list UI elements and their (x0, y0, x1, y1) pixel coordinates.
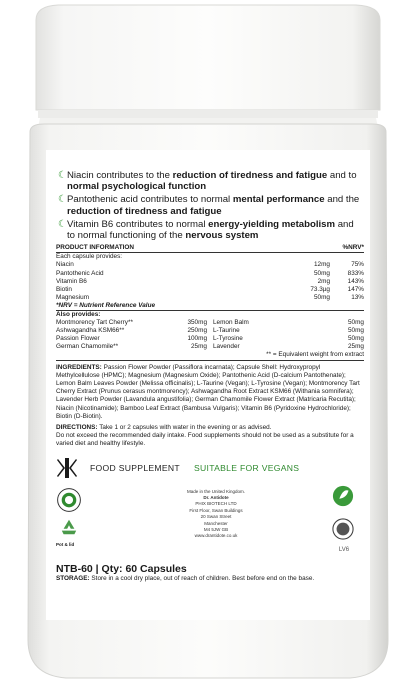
claim-text: and the (324, 194, 360, 206)
warning-text: Do not exceed the recommended daily intake. Food supplements should not be used as a substitute for a varied diet and healthy lifestyle. (56, 432, 354, 448)
nrv-note: *NRV = Nutrient Reference Value (56, 302, 364, 311)
food-supplement-row (56, 457, 364, 479)
table-header (56, 244, 364, 253)
halal-seal-icon (56, 487, 82, 513)
directions (56, 424, 364, 449)
gmp-seal-icon (332, 518, 354, 540)
brand-logo-icon (56, 457, 78, 479)
crescent-icon: ☾ (58, 194, 67, 206)
ingredients-text: Passion Flower Powder (Passiflora incarnata); Capsule Shell: Hydroxypropyl Methylcellulose (HPMC); Magnesium (Magnesium Oxide); Pantothenic Acid (D-calcium Pantothenate); Lemon Balm Leaves Powder (Melissa officinalis); L-Taurine (Vegan); L-Tyrosine (Vegan); Montmorency Tart Cherry Extract (Prunus cerasus montmorency); Ashwagandha Root Extract KSM66 (Withania somnifera); Lavender Herb Powder (Lavandula angustifolia); German Chamomile Flower Extract (Matricaria Recutita); Niacin (Nicotinamide); Bamboo Leaf Extract (Bambusa Vulgaris); Vitamin B6 (Pyridoxine Hydrochloride); Biotin (D-Biotin). (56, 363, 360, 420)
claim-pantothenic (56, 194, 364, 216)
claim-bold: mental performance (232, 194, 325, 206)
claims-list (56, 170, 364, 241)
table-row: Ashwagandha KSM66** 250mg (56, 327, 207, 335)
pot-lid-text: Pot & lid (56, 541, 75, 547)
table-row: L-Tyrosine 50mg (213, 335, 364, 343)
suitable-vegans-text: SUITABLE FOR VEGANS (193, 462, 300, 473)
claim-niacin (56, 170, 364, 192)
recycle-icon (58, 518, 80, 536)
storage-label: STORAGE: (56, 574, 90, 582)
table-row: Pantothenic Acid 50mg 833% (56, 269, 364, 277)
table-title: PRODUCT INFORMATION (56, 244, 134, 252)
crescent-icon: ☾ (58, 218, 67, 230)
claim-bold: normal psychological function (67, 181, 207, 193)
table-row: Passion Flower 100mg (56, 335, 207, 343)
claim-text: Pantothenic acid contributes to normal (67, 194, 233, 206)
halal-badge (56, 487, 88, 547)
table-row: Biotin 73.3µg 147% (56, 285, 364, 293)
also-provides-grid (56, 319, 364, 351)
claim-bold: reduction of tiredness and fatigue (172, 170, 328, 181)
product-code-qty: NTB-60 | Qty: 60 Capsules (56, 562, 187, 575)
table-row: German Chamomile** 25mg (56, 343, 207, 351)
each-capsule-label: Each capsule provides: (56, 253, 123, 261)
table-row: Magnesium 50mg 13% (56, 293, 364, 301)
claim-bold: nervous system (185, 230, 259, 242)
storage-info (56, 575, 364, 583)
ingredients-label: INGREDIENTS: (56, 363, 102, 371)
product-information-table (56, 244, 364, 360)
lv6-code: LV6 (338, 546, 350, 553)
table-row: Lemon Balm 50mg (213, 319, 364, 327)
table-row: Vitamin B6 2mg 143% (56, 277, 364, 285)
table-row: Lavender 25mg (213, 343, 364, 351)
manufacturer-address: Made in the United Kingdom. Dr. Antidote PHIX BIOTECH LTD First Floor, Swan Buildings 20 Swan Street Manchester M4 5JW GB www.drantidote.co.uk (186, 488, 246, 539)
claim-text: Niacin contributes to the (67, 170, 173, 181)
directions-label: DIRECTIONS: (56, 423, 98, 431)
claim-text: and to (327, 170, 357, 181)
vegan-badges (332, 485, 356, 553)
food-supplement-text: FOOD SUPPLEMENT (90, 462, 180, 473)
nrv-header: %NRV* (342, 244, 364, 252)
equivalent-note: ** = Equivalent weight from extract (56, 351, 364, 360)
claim-text: Vitamin B6 contributes to normal (67, 218, 209, 230)
table-row: Montmorency Tart Cherry** 350mg (56, 319, 207, 327)
claim-bold: reduction of tiredness and fatigue (67, 205, 222, 217)
also-provides-label: Also provides: (56, 310, 101, 318)
storage-text: Store in a cool dry place, out of reach of children. Best before end on the base. (89, 574, 315, 582)
product-label (46, 150, 370, 620)
crescent-icon: ☾ (58, 170, 67, 181)
directions-text: Take 1 or 2 capsules with water in the evening or as advised. (97, 423, 272, 431)
claim-bold: energy-yielding metabolism (208, 218, 336, 230)
label-footer (56, 485, 364, 563)
table-row: Niacin 12mg 75% (56, 261, 364, 269)
table-row: L-Taurine 50mg (213, 327, 364, 335)
claim-b6 (56, 219, 364, 241)
ingredients (56, 364, 364, 421)
vegan-leaf-icon (332, 485, 354, 507)
claim-text: and to normal functioning of the (67, 218, 354, 242)
